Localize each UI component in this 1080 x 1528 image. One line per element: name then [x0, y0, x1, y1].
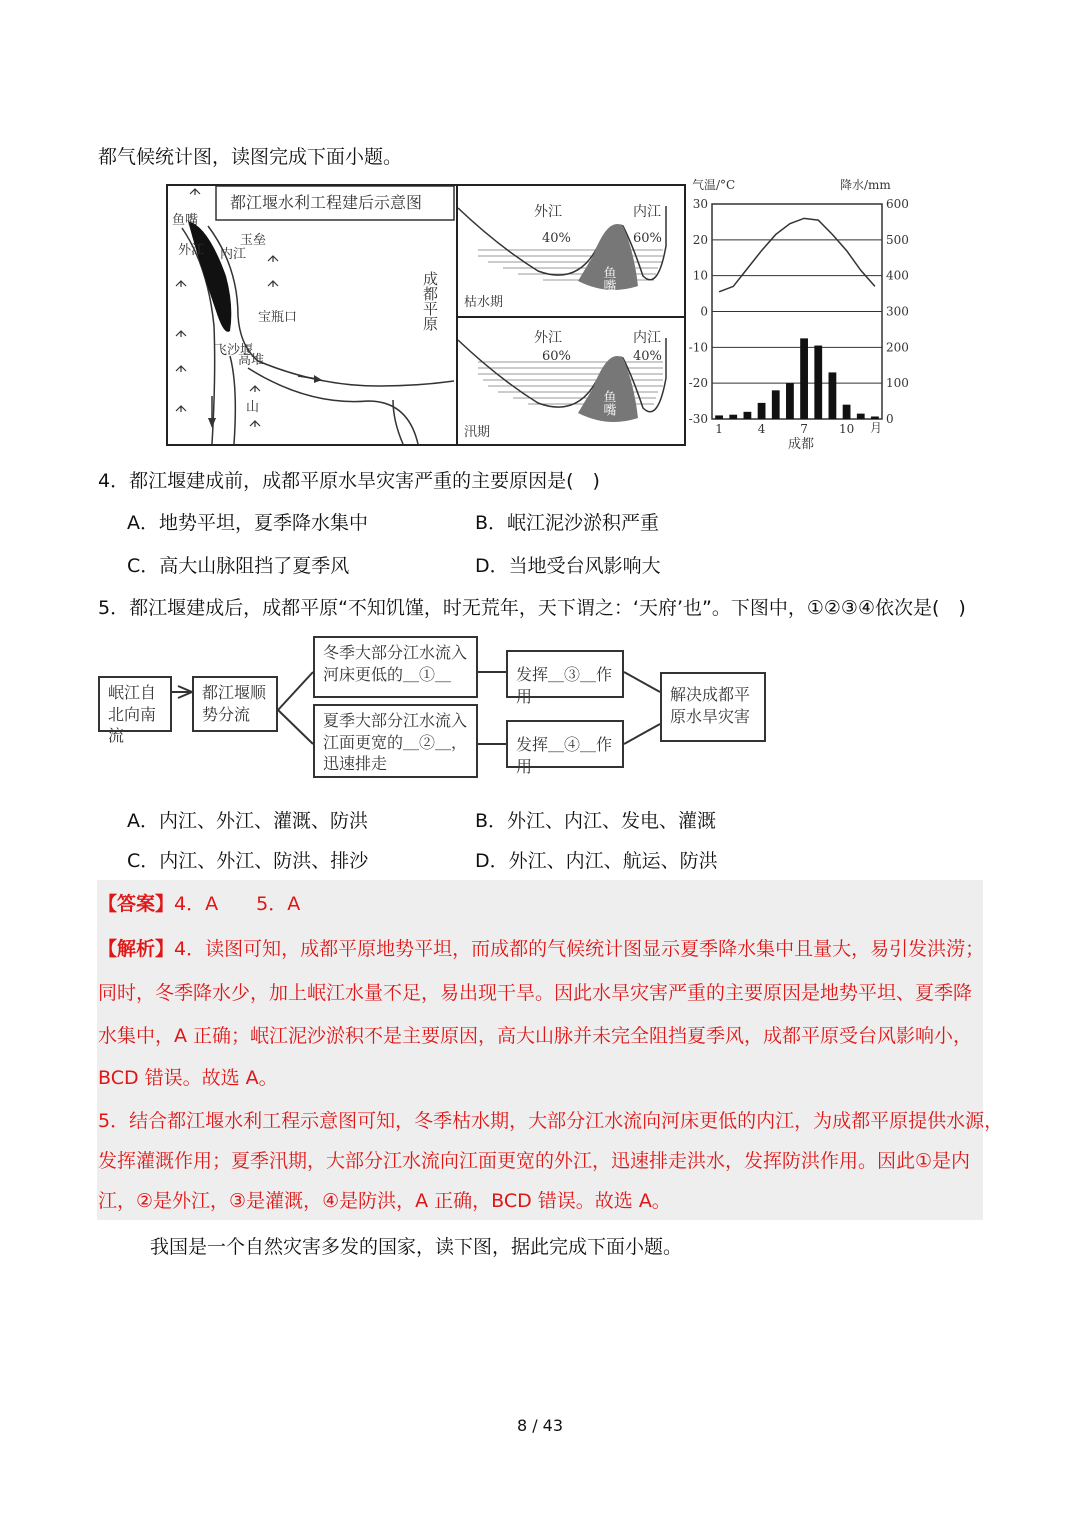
- flow-box-summer: 夏季大部分江水流入江面更宽的＿②＿，迅速排走: [313, 704, 478, 778]
- dry-left-pct: 40%: [542, 231, 571, 246]
- chart-precip-tick-label: 200: [886, 340, 909, 355]
- q4-option-c[interactable]: C．高大山脉阻挡了夏季风: [127, 555, 350, 577]
- chart-temp-tick-label: 0: [700, 304, 708, 319]
- q5-option-c[interactable]: C．内江、外江、防洪、排沙: [127, 850, 369, 872]
- analysis-p2-line1: 5．结合都江堰水利工程示意图可知，冬季枯水期，大部分江水流向河床更低的内江，为成都平原提供水源，: [98, 1110, 1004, 1132]
- chart-ylabel-left: 气温/°C: [692, 178, 736, 192]
- chart-xlabel: 月: [870, 421, 883, 435]
- answer-text: 4．A 5．A: [174, 893, 301, 915]
- chart-precip-bar: [715, 415, 723, 419]
- chart-precip-bar: [829, 372, 837, 419]
- flood-left-pct: 60%: [542, 349, 571, 364]
- chart-precip-bar: [800, 338, 808, 419]
- chart-temperature-line: [719, 218, 875, 291]
- chart-precip-bar: [744, 412, 752, 419]
- dry-period-label: 枯水期: [464, 295, 504, 310]
- map-label-yuzui: 鱼嘴: [172, 213, 199, 228]
- chart-x-tick-label: 7: [800, 422, 808, 436]
- q4-option-d[interactable]: D．当地受台风影响大: [475, 555, 661, 577]
- chart-precip-bar: [786, 383, 794, 419]
- q4-stem: 4．都江堰建成前，成都平原水旱灾害严重的主要原因是( ): [98, 470, 600, 492]
- q5-stem: 5．都江堰建成后，成都平原“不知饥馑，时无荒年，天下谓之：‘天府’也”。下图中，①②③④依次是( ): [98, 597, 966, 619]
- dry-left-label: 外江: [534, 204, 562, 220]
- analysis-p1-line3: 水集中，A 正确；岷江泥沙淤积不是主要原因，高大山脉并未完全阻挡夏季风，成都平原受台风影响小，: [98, 1025, 973, 1047]
- flow-box-effect3: 发挥＿③＿作用: [506, 650, 624, 698]
- dujiangyan-map: [166, 184, 458, 446]
- map-label-shan: 山: [246, 400, 260, 415]
- map-label-chengdu-plain: 成都平原: [421, 271, 439, 331]
- cross-section-dry: [456, 184, 686, 318]
- dry-island-label: 鱼嘴: [600, 266, 616, 292]
- flood-right-label: 内江: [633, 330, 661, 346]
- chart-temp-tick-label: -10: [688, 340, 708, 355]
- map-label-waijiang: 外江: [178, 243, 205, 258]
- q5-option-d[interactable]: D．外江、内江、航运、防洪: [475, 850, 718, 872]
- chart-title: 成都: [788, 437, 815, 452]
- map-label-neijiang: 内江: [220, 247, 247, 262]
- analysis-p1-line1: 4．读图可知，成都平原地势平坦，而成都的气候统计图显示夏季降水集中且量大，易引发洪涝；: [174, 938, 985, 960]
- analysis-p1-line2: 同时，冬季降水少，加上岷江水量不足，易出现干旱。因此水旱灾害严重的主要原因是地势平坦、夏季降: [98, 982, 973, 1004]
- dry-right-label: 内江: [633, 204, 661, 220]
- chart-ylabel-right: 降水/mm: [840, 178, 891, 192]
- page-number: 8 / 43: [516, 1416, 564, 1435]
- chart-temp-tick-label: 10: [692, 268, 708, 283]
- flood-period-label: 汛期: [464, 425, 491, 440]
- chart-precip-bar: [843, 405, 851, 419]
- chart-precip-bar: [758, 403, 766, 419]
- answer-line: [98, 893, 300, 916]
- climate-chart: [682, 174, 912, 454]
- flow-box-dujiangyan: 都江堰顺势分流: [192, 676, 278, 732]
- q4-option-b[interactable]: B．岷江泥沙淤积严重: [475, 512, 660, 534]
- chart-precip-tick-label: 300: [886, 304, 909, 319]
- flood-island-label: 鱼嘴: [600, 390, 616, 416]
- q5-option-a[interactable]: A．内江、外江、灌溉、防洪: [127, 810, 368, 832]
- map-label-baopingkou: 宝瓶口: [258, 310, 298, 325]
- analysis-p1-line4: BCD 错误。故选 A。: [98, 1067, 278, 1089]
- flood-right-pct: 40%: [633, 349, 662, 364]
- chart-x-tick-label: 10: [838, 422, 855, 436]
- chart-precip-tick-label: 0: [886, 412, 894, 426]
- chart-precip-tick-label: 600: [886, 197, 909, 211]
- chart-precip-tick-label: 100: [886, 376, 909, 391]
- flow-box-winter: 冬季大部分江水流入河床更低的＿①＿: [313, 636, 478, 698]
- chart-precip-bar: [814, 346, 822, 419]
- chart-x-tick-label: 4: [757, 422, 766, 436]
- flood-left-label: 外江: [534, 330, 562, 346]
- q4-option-a[interactable]: A．地势平坦，夏季降水集中: [127, 512, 368, 534]
- chart-precip-bar: [772, 390, 780, 419]
- flow-box-result: 解决成都平原水旱灾害: [660, 672, 766, 742]
- map-drawing: [168, 186, 456, 444]
- chart-temp-tick-label: 20: [692, 232, 708, 247]
- chart-temp-tick-label: 30: [692, 197, 708, 211]
- chart-precip-bar: [729, 415, 737, 419]
- q5-option-b[interactable]: B．外江、内江、发电、灌溉: [475, 810, 717, 832]
- chart-precip-tick-label: 500: [886, 232, 909, 247]
- analysis-p2-line3: 江，②是外江，③是灌溉，④是防洪，A 正确，BCD 错误。故选 A。: [98, 1190, 671, 1212]
- intro-text: 都气候统计图，读图完成下面小题。: [98, 146, 403, 168]
- answer-label: 【答案】: [98, 893, 175, 915]
- map-label-feishayan: 飞沙堰: [214, 343, 254, 358]
- flow-box-effect4: 发挥＿④＿作用: [506, 720, 624, 768]
- analysis-line-1: [98, 938, 984, 961]
- climate-chart-svg: [682, 174, 912, 454]
- dry-right-pct: 60%: [633, 231, 662, 246]
- map-label-yulei: 玉垒: [240, 233, 267, 248]
- chart-temp-tick-label: -30: [688, 412, 708, 426]
- next-section-intro: 我国是一个自然灾害多发的国家，读下图，据此完成下面小题。: [150, 1236, 683, 1258]
- map-title: 都江堰水利工程建后示意图: [230, 193, 423, 212]
- chart-precip-tick-label: 400: [886, 268, 909, 283]
- chart-precip-bar: [857, 414, 865, 419]
- chart-precip-bar: [871, 416, 879, 419]
- map-label-gaodui: 高堆: [238, 353, 265, 368]
- cross-section-flood: [456, 316, 686, 446]
- flow-box-minjiang: 岷江自北向南流: [98, 676, 172, 732]
- chart-temp-tick-label: -20: [688, 376, 708, 391]
- analysis-label: 【解析】: [98, 938, 175, 960]
- flow-diagram: [98, 632, 768, 780]
- analysis-p2-line2: 发挥灌溉作用；夏季汛期，大部分江水流向江面更宽的外江，迅速排走洪水，发挥防洪作用。因此①是内: [98, 1150, 971, 1172]
- chart-x-tick-label: 1: [715, 422, 723, 436]
